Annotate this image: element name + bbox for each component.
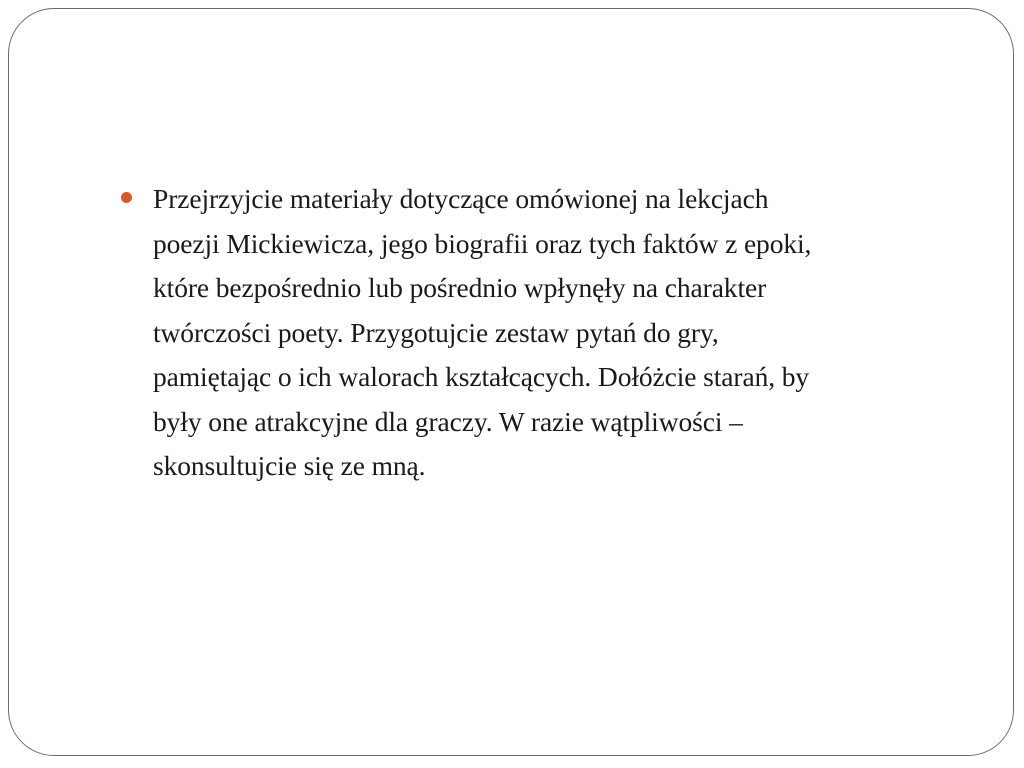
text-line: poezji Mickiewicza, jego biografii oraz tych faktów z epoki, bbox=[153, 227, 812, 259]
bullet-paragraph bbox=[121, 177, 951, 489]
slide-frame bbox=[8, 8, 1014, 756]
text-line: pamiętając o ich walorach kształcących. Dołóżcie starań, by bbox=[153, 361, 810, 392]
bullet-text bbox=[153, 177, 811, 489]
bullet-icon bbox=[121, 192, 132, 203]
text-line: skonsultujcie się ze mną. bbox=[153, 450, 426, 481]
text-line: były one atrakcyjne dla graczy. W razie wątpliwości – bbox=[153, 405, 743, 437]
text-line: Przejrzyjcie materiały dotyczące omówionej na lekcjach bbox=[153, 183, 769, 214]
text-line: twórczości poety. Przygotujcie zestaw pytań do gry, bbox=[153, 316, 719, 348]
text-line: które bezpośrednio lub pośrednio wpłynęły na charakter bbox=[153, 272, 767, 303]
